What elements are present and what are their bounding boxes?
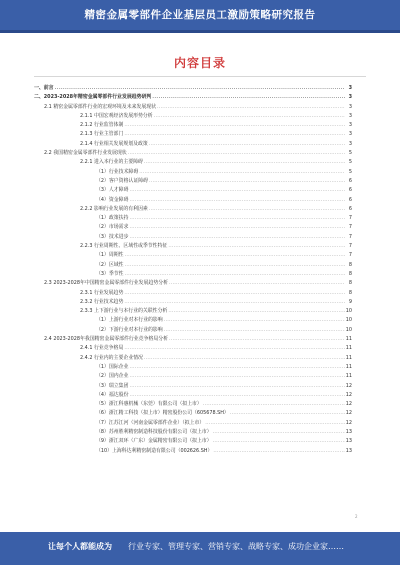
toc-entry-page: 3	[348, 94, 352, 101]
toc-entry-text: （1）国际企业	[96, 363, 129, 370]
toc-leader-dots	[125, 270, 345, 279]
toc-leader-dots	[152, 93, 345, 102]
toc-entry-text: 2.3.2 行业技术趋势	[80, 298, 124, 305]
toc-leader-dots	[213, 447, 344, 456]
report-title: 精密金属零部件企业基层员工激励策略研究报告	[84, 9, 316, 21]
toc-entry[interactable]	[34, 298, 352, 307]
toc-entry-page: 3	[348, 85, 352, 91]
toc-leader-dots	[164, 326, 345, 335]
toc-entry[interactable]	[34, 307, 352, 316]
toc-entry-text: 2.4.2 行业内的主要企业情况	[80, 354, 143, 361]
toc-entry-page: 7	[348, 243, 352, 250]
toc-entry[interactable]	[34, 400, 352, 409]
toc-entry-page: 7	[348, 252, 352, 259]
toc-leader-dots	[129, 223, 345, 232]
toc-leader-dots	[144, 158, 345, 167]
toc-leader-dots	[129, 186, 345, 195]
toc-entry[interactable]	[34, 186, 352, 195]
toc-entry-text: 2.2.1 进入本行业的主要障碍	[80, 159, 143, 166]
toc-entry-text: （6）浙江精工科技（拟上市）精密股份公司（605678.SH）	[96, 410, 229, 417]
toc-entry-page: 3	[348, 103, 352, 110]
toc-entry-text: 2.3 2023-2028年中国精密金属零部件行业发展趋势分析	[44, 280, 169, 287]
toc-entry-text: 一、前言	[34, 85, 54, 91]
toc-leader-dots	[124, 289, 345, 298]
table-of-contents	[34, 84, 352, 456]
footer-slogan	[48, 541, 344, 552]
toc-entry-text: 2.3.3 上下游行业与本行业的关联性分析	[80, 308, 168, 315]
toc-entry-page: 11	[345, 354, 352, 361]
toc-leader-dots	[157, 103, 345, 112]
toc-leader-dots	[125, 261, 345, 270]
toc-entry[interactable]	[34, 261, 352, 270]
toc-entry-page: 10	[345, 326, 352, 333]
toc-entry-page: 6	[348, 187, 352, 194]
toc-entry[interactable]	[34, 447, 352, 456]
toc-entry-text: （7）江苏江河（河南金属零部件企业）（拟上市）	[96, 419, 205, 426]
toc-entry[interactable]	[34, 437, 352, 446]
toc-entry-page: 12	[345, 410, 352, 417]
toc-entry-text: 2.1.1 中国宏观经济发展形势分析	[80, 112, 153, 119]
toc-leader-dots	[205, 419, 345, 428]
toc-entry[interactable]	[34, 251, 352, 260]
toc-entry-text: 2.1 精密金属零部件行业的宏观环境及未来发展现状	[44, 103, 157, 110]
toc-entry-text: （3）瑞立集团	[96, 382, 129, 389]
toc-entry-page: 3	[348, 140, 352, 147]
toc-entry-page: 12	[345, 419, 352, 426]
toc-entry-page: 6	[348, 205, 352, 212]
toc-entry[interactable]	[34, 335, 352, 344]
toc-entry-page: 8	[348, 261, 352, 268]
toc-entry-text: （9）浙江双环（广东）金属精密有限公司（拟上市）	[96, 438, 212, 445]
toc-entry-text: （3）人才障碍	[96, 187, 129, 194]
toc-entry-page: 9	[348, 298, 352, 305]
toc-entry[interactable]	[34, 214, 352, 223]
toc-leader-dots	[129, 233, 345, 242]
toc-leader-dots	[139, 168, 345, 177]
toc-entry[interactable]	[34, 149, 352, 158]
toc-entry-page: 6	[348, 177, 352, 184]
toc-entry-page: 3	[348, 131, 352, 138]
toc-leader-dots	[124, 298, 345, 307]
toc-leader-dots	[168, 307, 344, 316]
toc-entry-text: （1）行业技术障碍	[96, 168, 139, 175]
toc-entry-text: （2）客户资格认证障碍	[96, 177, 149, 184]
toc-leader-dots	[125, 251, 345, 260]
toc-entry-page: 13	[345, 447, 352, 454]
toc-entry-text: 2.2 我国精密金属零部件行业发展现状	[44, 150, 127, 157]
toc-leader-dots	[213, 437, 345, 446]
toc-leader-dots	[149, 177, 345, 186]
toc-leader-dots	[144, 354, 345, 363]
toc-entry-text: 2.1.3 行业主管部门	[80, 131, 124, 138]
toc-entry[interactable]	[34, 270, 352, 279]
toc-leader-dots	[168, 242, 345, 251]
toc-entry[interactable]	[34, 419, 352, 428]
toc-entry-page: 5	[348, 159, 352, 166]
toc-entry-page: 7	[348, 224, 352, 231]
toc-leader-dots	[154, 112, 345, 121]
toc-entry-page: 12	[345, 382, 352, 389]
toc-leader-dots	[129, 372, 344, 381]
toc-entry-page: 8	[348, 270, 352, 277]
toc-entry[interactable]	[34, 140, 352, 149]
footer-slogan-left: 让每个人都能成为	[48, 542, 112, 551]
toc-entry-page: 8	[348, 289, 352, 296]
toc-entry[interactable]	[34, 223, 352, 232]
report-header	[0, 0, 400, 30]
toc-entry-text: （3）季节性	[96, 270, 124, 277]
header-divider	[0, 30, 400, 33]
toc-entry[interactable]	[34, 391, 352, 400]
toc-entry-page: 13	[345, 438, 352, 445]
toc-leader-dots	[149, 140, 345, 149]
toc-leader-dots	[149, 205, 345, 214]
toc-entry-text: （5）浙江科惠机械（东莞）有限公司（拟上市）	[96, 401, 202, 408]
toc-entry[interactable]	[34, 205, 352, 214]
toc-entry[interactable]	[34, 158, 352, 167]
toc-entry-text: （2）国内企业	[96, 373, 129, 380]
toc-entry-page: 3	[348, 122, 352, 129]
toc-divider	[34, 76, 366, 77]
toc-entry[interactable]	[34, 316, 352, 325]
toc-entry-page: 8	[348, 280, 352, 287]
toc-entry-page: 7	[348, 233, 352, 240]
toc-entry[interactable]	[34, 409, 352, 418]
toc-entry-text: 2.2.2 影响行业发展的有利因素	[80, 205, 148, 212]
toc-leader-dots	[124, 344, 344, 353]
toc-entry[interactable]	[34, 344, 352, 353]
toc-entry-page: 11	[345, 373, 352, 380]
page-number: 2	[355, 514, 358, 519]
toc-entry[interactable]	[34, 168, 352, 177]
toc-entry-text: （1）政策扶持	[96, 215, 129, 222]
toc-entry-page: 11	[345, 363, 352, 370]
toc-leader-dots	[129, 196, 345, 205]
toc-entry-text: 二、2023-2028年精密金属零部件行业发展趋势研判	[34, 94, 152, 101]
toc-entry[interactable]	[34, 326, 352, 335]
toc-entry-text: （1）上游行业对本行业的影响	[96, 317, 163, 324]
toc-entry-page: 6	[348, 196, 352, 203]
toc-entry[interactable]	[34, 354, 352, 363]
toc-entry[interactable]	[34, 121, 352, 130]
toc-title: 内容目录	[173, 56, 226, 70]
toc-entry-page: 10	[345, 308, 352, 315]
toc-entry[interactable]	[34, 177, 352, 186]
toc-entry[interactable]	[34, 93, 352, 102]
toc-entry[interactable]	[34, 428, 352, 437]
toc-entry[interactable]	[34, 289, 352, 298]
toc-entry-text: 2.4.1 行业竞争格局	[80, 345, 124, 352]
toc-leader-dots	[164, 316, 345, 325]
toc-entry-text: 2.1.2 行业监管体制	[80, 122, 124, 129]
toc-leader-dots	[203, 400, 345, 409]
toc-entry-text: 2.2.3 行业周期性、区域性或季节性特征	[80, 243, 168, 250]
toc-entry[interactable]	[34, 382, 352, 391]
toc-entry-page: 11	[345, 345, 352, 352]
toc-entry-text: （3）技术进步	[96, 233, 129, 240]
toc-entry[interactable]	[34, 196, 352, 205]
toc-entry-text: （4）福达股份	[96, 391, 129, 398]
toc-leader-dots	[129, 363, 344, 372]
toc-entry-text: （8）苏州胜利精密制造科技股份有限公司（拟上市）	[96, 428, 212, 435]
toc-entry-text: （4）资金障碍	[96, 196, 129, 203]
toc-leader-dots	[129, 382, 344, 391]
toc-entry-text: 2.4 2023-2028年我国精密金属零部件行业竞争格局分析	[44, 336, 169, 343]
toc-leader-dots	[230, 409, 345, 418]
toc-leader-dots	[129, 214, 345, 223]
toc-entry[interactable]	[34, 130, 352, 139]
footer-slogan-right: 行业专家、管理专家、营销专家、战略专家、成功企业家……	[128, 542, 344, 551]
toc-leader-dots	[124, 130, 345, 139]
toc-entry-page: 3	[348, 112, 352, 119]
toc-leader-dots	[128, 149, 345, 158]
toc-entry-text: （2）市场需求	[96, 224, 129, 231]
toc-entry-text: （1）周期性	[96, 252, 124, 259]
toc-entry-text: （10）上海科达利精密制造有限公司（002626.SH）	[96, 447, 213, 454]
toc-entry-text: （2）下游行业对本行业的影响	[96, 326, 163, 333]
toc-entry[interactable]	[34, 112, 352, 121]
toc-leader-dots	[169, 279, 345, 288]
toc-entry-text: 2.3.1 行业发展趋势	[80, 289, 124, 296]
toc-leader-dots	[124, 121, 345, 130]
toc-entry-page: 5	[348, 150, 352, 157]
toc-entry[interactable]	[34, 279, 352, 288]
toc-entry[interactable]	[34, 363, 352, 372]
toc-entry[interactable]	[34, 84, 352, 93]
toc-entry-text: （2）区域性	[96, 261, 124, 268]
toc-entry-page: 10	[345, 317, 352, 324]
toc-leader-dots	[55, 84, 345, 93]
toc-leader-dots	[213, 428, 345, 437]
toc-entry-page: 12	[345, 401, 352, 408]
toc-entry-page: 13	[345, 428, 352, 435]
toc-entry-text: 2.1.4 行业相关发展规划及政策	[80, 140, 148, 147]
toc-entry[interactable]	[34, 103, 352, 112]
toc-entry[interactable]	[34, 242, 352, 251]
toc-entry-page: 11	[345, 336, 352, 343]
toc-leader-dots	[169, 335, 345, 344]
toc-entry-page: 7	[348, 215, 352, 222]
toc-entry-page: 12	[345, 391, 352, 398]
toc-entry[interactable]	[34, 372, 352, 381]
toc-entry[interactable]	[34, 233, 352, 242]
toc-leader-dots	[129, 391, 344, 400]
toc-entry-page: 5	[348, 168, 352, 175]
